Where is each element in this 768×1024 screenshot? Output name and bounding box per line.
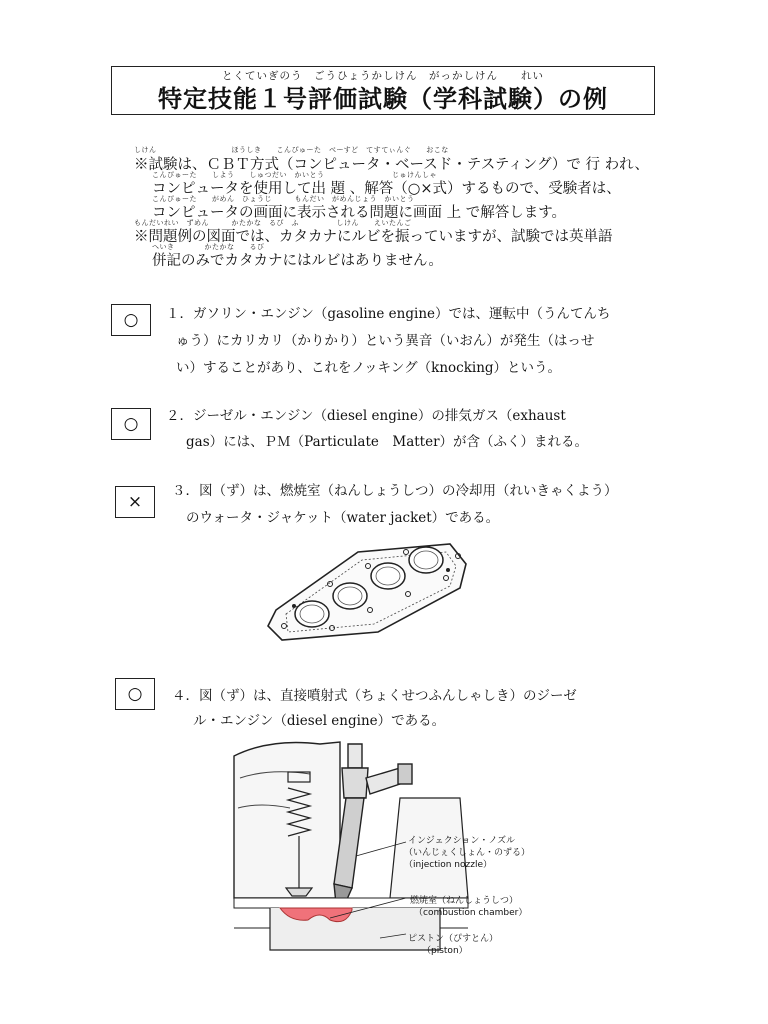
notice-ruby-3: こんぴゅーた がめん ひょうじ もんだい がめんじょう かいとう — [152, 195, 415, 203]
water-jacket-figure — [262, 536, 474, 642]
label-injection-nozzle: インジェクション・ノズル — [408, 836, 516, 846]
notice-line-4: ※問題例の図面では、カタカナにルビを振っていますが、試験では英単語 — [134, 229, 613, 245]
answer-box-q1: ○ — [111, 304, 151, 336]
question-2-line-2: gas）には、ＰＭ（Particulate Matter）が含（ふく）まれる。 — [186, 434, 589, 450]
question-4-line-2: ル・エンジン（diesel engine）である。 — [193, 713, 446, 729]
title-ruby: とくていぎのう ごうひょうかしけん がっかしけん れい — [222, 70, 544, 82]
notice-line-3: コンピュータの画面に表示される問題に画面 上 で解答します。 — [152, 205, 567, 221]
answer-box-q2: ○ — [111, 408, 151, 440]
answer-box-q3: × — [115, 486, 155, 518]
notice-line-5: 併記のみでカタカナにはルビはありません。 — [152, 253, 443, 269]
question-2-line-1: ２．ジーゼル・エンジン（diesel engine）の排気ガス（exhaust — [166, 408, 566, 424]
notice-line-1: ※試験は、ＣＢＴ方式（コンピュータ・ベースド・テスティング）で 行 われ、 — [134, 157, 649, 173]
notice-ruby-5: へいき かたかな るび — [152, 243, 265, 251]
question-1-line-2: ゅう）にカリカリ（かりかり）という異音（いおん）が発生（はっせ — [176, 333, 595, 349]
answer-box-q4: ○ — [115, 678, 155, 710]
notice-ruby-2: こんぴゅーた しよう しゅつだい かいとう じゅけんしゃ — [152, 171, 437, 179]
notice-ruby-1: しけん ほうしき こんぴゅーた べーすど てすてぃんぐ おこな — [134, 146, 449, 154]
label-injection-nozzle-reading: （いんじぇくしょん・のずる） — [404, 848, 531, 858]
question-3-line-1: ３．図（ず）は、燃焼室（ねんしょうしつ）の冷却用（れいきゃくよう） — [172, 483, 618, 499]
notice-ruby-4: もんだいれい ずめん かたかな るび ふ しけん えいたんご — [134, 219, 412, 227]
question-3-line-2: のウォータ・ジャケット（water jacket）である。 — [186, 510, 500, 526]
label-combustion-chamber-en: （combustion chamber） — [414, 908, 528, 918]
label-combustion-chamber: 燃焼室（ねんしょうしつ） — [410, 896, 519, 906]
question-4-line-1: ４．図（ず）は、直接噴射式（ちょくせつふんしゃしき）のジーゼ — [172, 688, 577, 704]
title-box — [111, 66, 655, 115]
label-piston: ピストン（ぴすとん） — [408, 934, 499, 944]
notice-line-2: コンピュータを使用して出 題 、解答（○×式）するもので、受験者は、 — [152, 181, 621, 197]
question-1-line-3: い）することがあり、これをノッキング（knocking）という。 — [176, 360, 562, 376]
page-title: 特定技能１号評価試験（学科試験）の例 — [158, 85, 608, 113]
label-injection-nozzle-en: （injection nozzle） — [404, 860, 492, 870]
question-1-line-1: １．ガソリン・エンジン（gasoline engine）では、運転中（うんてんち — [166, 306, 611, 322]
label-piston-en: （piston） — [422, 946, 468, 956]
